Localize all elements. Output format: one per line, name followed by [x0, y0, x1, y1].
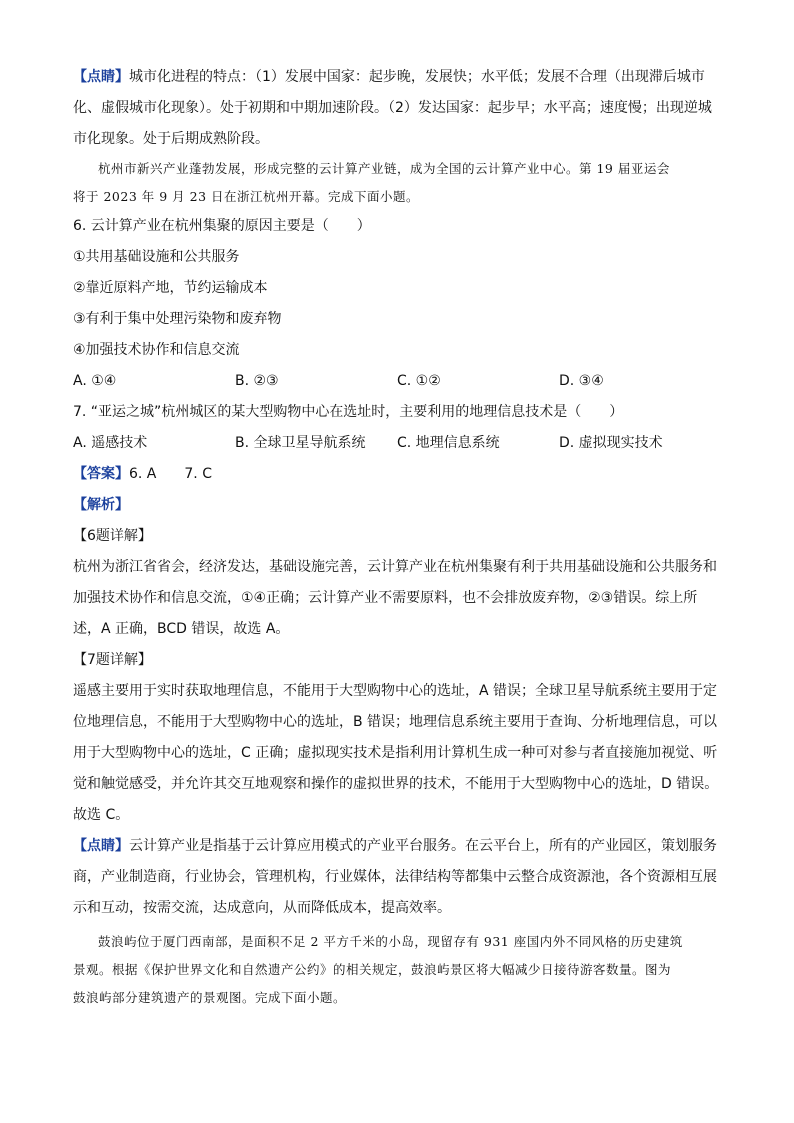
answer-options [73, 366, 723, 397]
question-item: ①共用基础设施和公共服务 [73, 249, 240, 265]
option-a: A. 遥感技术 [73, 435, 148, 451]
key-point-label: 【点睛】 [73, 69, 129, 85]
option-c: C. 地理信息系统 [397, 435, 500, 451]
question-stem: 6. 云计算产业在杭州集聚的原因主要是（ ） [73, 218, 371, 234]
detail-heading: 【6题详解】 [73, 528, 152, 544]
question-stem: 7. “亚运之城”杭州城区的某大型购物中心在选址时，主要利用的地理信息技术是（ ） [73, 404, 624, 420]
question-item: ④加强技术协作和信息交流 [73, 342, 240, 358]
detail-line: 故选 C。 [73, 807, 130, 823]
question-item: ②靠近原料产地，节约运输成本 [73, 280, 268, 296]
intro-line: 杭州市新兴产业蓬勃发展，形成完整的云计算产业链，成为全国的云计算产业中心。第 19 届亚运会 [98, 161, 670, 176]
detail-line: 位地理信息，不能用于大型购物中心的选址，B 错误；地理信息系统主要用于查询、分析地理信息，可以 [73, 714, 718, 730]
detail-line: 遥感主要用于实时获取地理信息，不能用于大型购物中心的选址，A 错误；全球卫星导航系统主要用于定 [73, 683, 718, 699]
option-b: B. 全球卫星导航系统 [235, 435, 366, 451]
key-point-line: 【点睛】云计算产业是指基于云计算应用模式的产业平台服务。在云平台上，所有的产业园区，策划服务 [73, 838, 717, 854]
question-intro-1 [73, 155, 723, 211]
intro-line: 将于 2023 年 9 月 23 日在浙江杭州开幕。完成下面小题。 [73, 189, 420, 204]
analysis-heading: 【解析】 [73, 497, 129, 513]
key-point-label: 【点睛】 [73, 838, 129, 854]
answer-label: 【答案】 [73, 466, 129, 482]
detail-line: 加强技术协作和信息交流，①④正确；云计算产业不需要原料，也不会排放废弃物，②③错误。综上所 [73, 590, 698, 606]
key-point-line: 市化现象。处于后期成熟阶段。 [73, 131, 269, 147]
detail-line: 用于大型购物中心的选址，C 正确；虚拟现实技术是指利用计算机生成一种可对参与者直接施加视觉、听 [73, 745, 718, 761]
detail-7-section [73, 645, 723, 831]
option-b: B. ②③ [235, 373, 279, 389]
option-d: D. ③④ [559, 373, 604, 389]
question-6 [73, 211, 723, 397]
key-point-line: 【点睛】城市化进程的特点：（1）发展中国家：起步晚，发展快；水平低；发展不合理（出现滞后城市 [73, 69, 705, 85]
answer-line [73, 459, 723, 490]
question-item: ③有利于集中处理污染物和废弃物 [73, 311, 282, 327]
key-point-section-2 [73, 831, 723, 924]
option-d: D. 虚拟现实技术 [559, 435, 663, 451]
detail-heading: 【7题详解】 [73, 652, 152, 668]
intro-line: 景观。根据《保护世界文化和自然遗产公约》的相关规定，鼓浪屿景区将大幅减少日接待游客数量。图为 [73, 962, 672, 977]
document-page [73, 62, 723, 1012]
answer-text: 6. A 7. C [129, 466, 212, 482]
option-a: A. ①④ [73, 373, 117, 389]
intro-line: 鼓浪屿部分建筑遗产的景观图。完成下面小题。 [73, 990, 347, 1005]
key-point-line: 示和互动，按需交流，达成意向，从而降低成本，提高效率。 [73, 900, 451, 916]
option-c: C. ①② [397, 373, 441, 389]
key-point-line: 商，产业制造商，行业协会，管理机构，行业媒体，法律结构等都集中云整合成资源池，各个资源相互展 [73, 869, 717, 885]
question-7 [73, 397, 723, 459]
detail-line: 觉和触觉感受，并允许其交互地观察和操作的虚拟世界的技术，不能用于大型购物中心的选址，D 错误。 [73, 776, 719, 792]
question-intro-2 [73, 928, 723, 1012]
intro-line: 鼓浪屿位于厦门西南部，是面积不足 2 平方千米的小岛，现留存有 931 座国内外不同风格的历史建筑 [98, 934, 683, 949]
detail-line: 杭州为浙江省省会，经济发达，基础设施完善，云计算产业在杭州集聚有利于共用基础设施和公共服务和 [73, 559, 717, 575]
detail-6-section [73, 521, 723, 645]
detail-line: 述，A 正确，BCD 错误，故选 A。 [73, 621, 290, 637]
key-point-line: 化、虚假城市化现象）。处于初期和中期加速阶段。（2）发达国家：起步早；水平高；速度慢；出现逆城 [73, 100, 712, 116]
answer-options [73, 428, 723, 459]
key-point-section-1 [73, 62, 723, 155]
